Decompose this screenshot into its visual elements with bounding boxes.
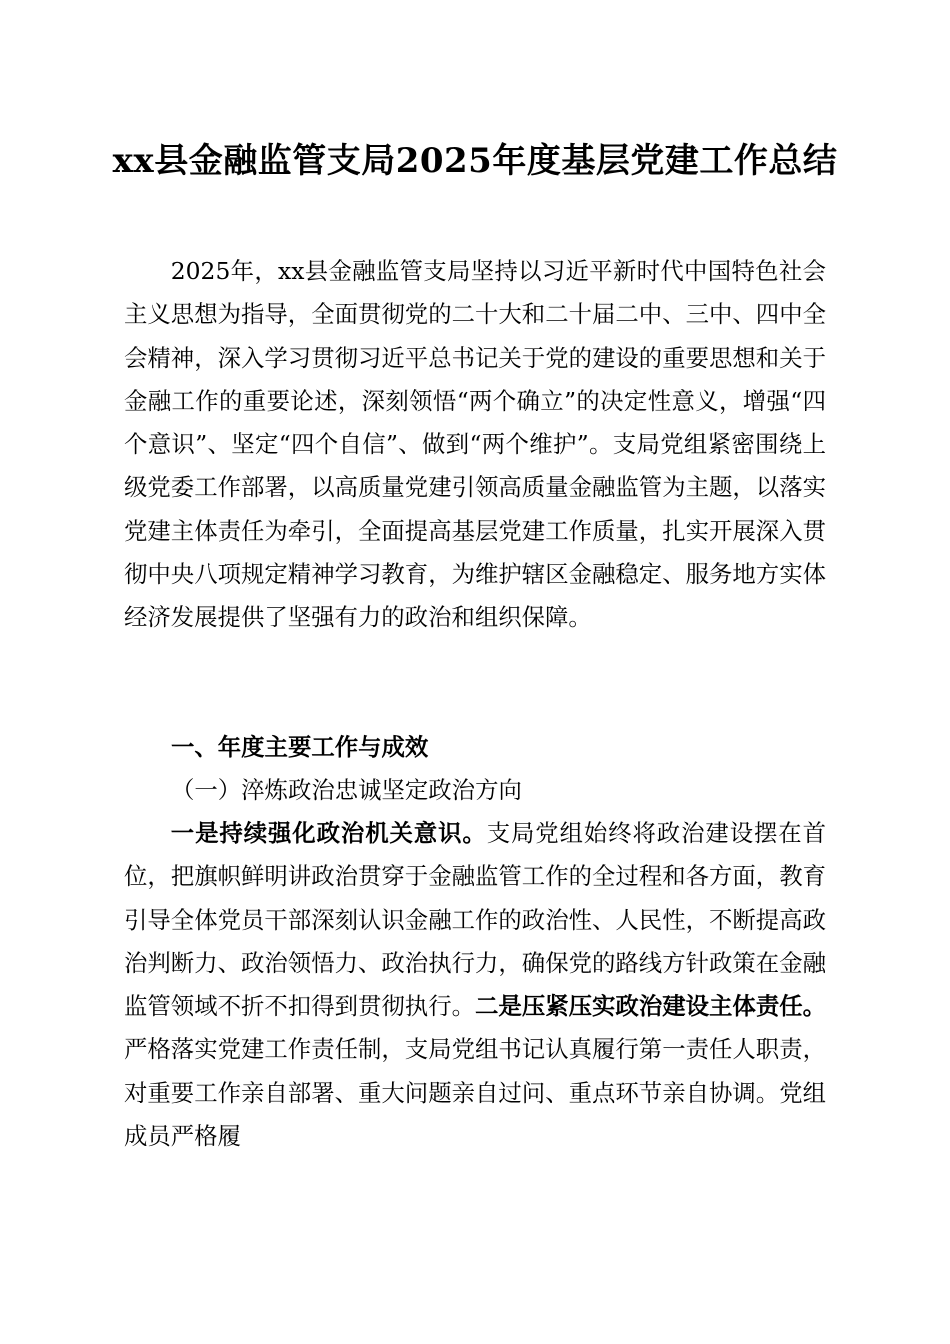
paragraph-body-1: 支局党组始终将政治建设摆在首位，把旗帜鲜明讲政治贯穿于金融监管工作的全过程和各方面，教育引导全体党员干部深刻认识金融工作的政治性、人民性，不断提高政治判断力、政治领悟力、政治执行力，确保党的路线方针政策在金融监管领域不折不扣得到贯彻执行。 (124, 819, 826, 1021)
document-title: xx县金融监管支局2025年度基层党建工作总结 (112, 141, 838, 181)
intro-paragraph: 2025年，xx县金融监管支局坚持以习近平新时代中国特色社会主义思想为指导，全面贯彻党的二十大和二十届二中、三中、四中全会精神，深入学习贯彻习近平总书记关于党的建设的重要思想和关于金融工作的重要论述，深刻领悟“两个确立”的决定性意义，增强“四个意识”、坚定“四个自信”、做到“两个维护”。支局党组紧密围绕上级党委工作部署，以高质量党建引领高质量金融监管为主题，以落实党建主体责任为牵引，全面提高基层党建工作质量，扎实开展深入贯彻中央八项规定精神学习教育，为维护辖区金融稳定、服务地方实体经济发展提供了坚强有力的政治和组织保障。 (124, 257, 826, 632)
paragraph-lead-1: 一是持续强化政治机关意识。 (170, 819, 487, 847)
paragraph-lead-2: 二是压紧压实政治建设主体责任。 (475, 992, 827, 1021)
subsection-heading-1: （一）淬炼政治忠诚坚定政治方向 (171, 776, 522, 804)
paragraph-body-2: 严格落实党建工作责任制，支局党组书记认真履行第一责任人职责，对重要工作亲自部署、重大问题亲自过问、重点环节亲自协调。党组成员严格履 (124, 1035, 826, 1151)
section-heading-1: 一、年度主要工作与成效 (171, 733, 429, 761)
body-paragraph-1 (124, 812, 826, 1158)
